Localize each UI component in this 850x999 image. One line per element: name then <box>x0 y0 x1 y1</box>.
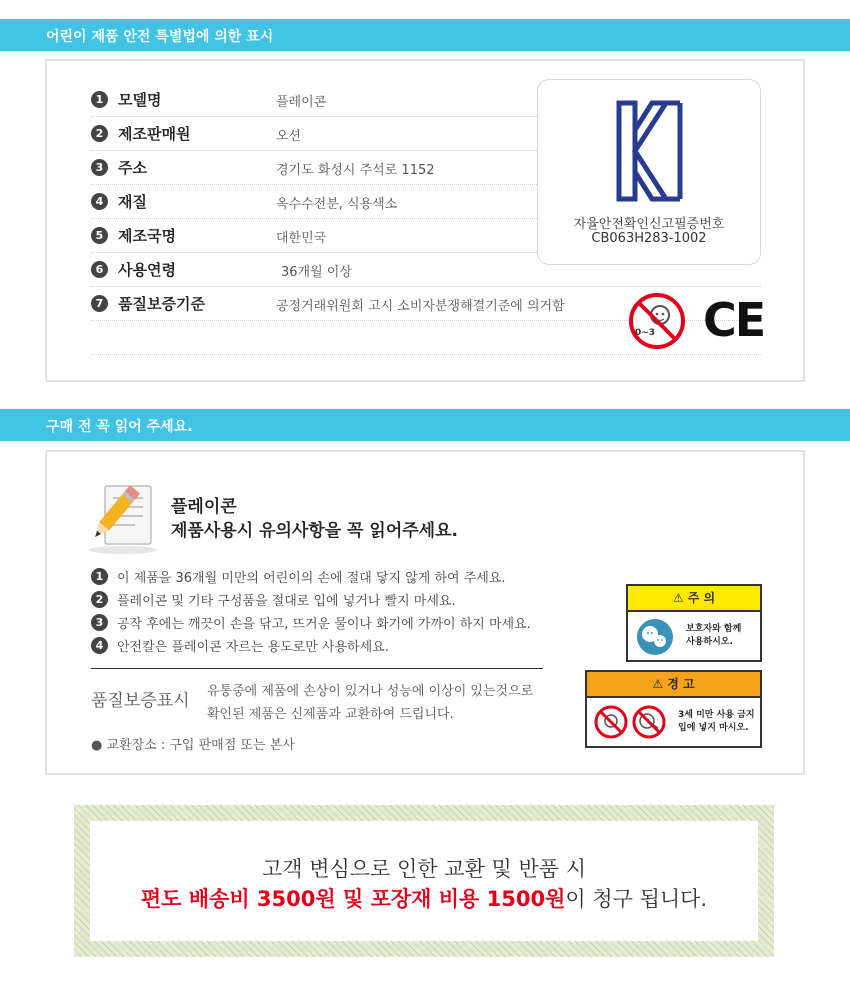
spec-value: 오션 <box>276 129 302 144</box>
no-under-3-icon <box>627 291 687 351</box>
ce-mark: CE <box>703 293 765 347</box>
caution-text-line2: 사용하시오. <box>686 637 733 647</box>
notice-brand: 플레이콘 <box>171 497 237 517</box>
spec-value: 36개월 이상 <box>281 265 352 280</box>
number-badge: 6 <box>91 261 108 278</box>
spec-label: 재질 <box>118 193 147 211</box>
divider <box>91 668 543 669</box>
notice-item-text: 공작 후에는 깨끗이 손을 닦고, 뜨거운 물이나 화기에 가까이 하지 마세요. <box>117 617 531 632</box>
kc-cert-title: 자율안전확인신고필증번호 <box>573 217 725 232</box>
no-mouth-icon <box>631 704 667 740</box>
no-under-3-icon <box>593 704 629 740</box>
warning-label <box>585 670 762 748</box>
kc-logo-icon <box>616 100 684 202</box>
number-badge: 1 <box>91 91 108 108</box>
number-badge: 3 <box>91 159 108 176</box>
spec-value: 경기도 화성시 주석로 1152 <box>276 163 435 178</box>
fee-notice-rest: 이 청구 됩니다. <box>565 887 708 911</box>
spec-label: 제조판매원 <box>118 125 191 143</box>
memo-pencil-icon <box>83 480 157 556</box>
spec-label: 주소 <box>118 159 147 177</box>
section-header-safety <box>0 19 850 51</box>
age-symbol-text: 0~3 <box>635 328 656 338</box>
quality-label: 품질보증표시 <box>91 691 190 711</box>
spec-value: 옥수수전분, 식용색소 <box>276 197 398 212</box>
kc-certification-card <box>537 79 761 265</box>
notice-item-text: 플레이콘 및 기타 구성품을 절대로 입에 넣거나 빨지 마세요. <box>117 594 456 609</box>
caution-label <box>626 584 762 662</box>
caution-title: 주 의 <box>687 591 716 605</box>
quality-text-line1: 유통중에 제품에 손상이 있거나 성능에 이상이 있는것으로 <box>207 684 534 699</box>
fee-highlight: 편도 배송비 3500원 및 포장재 비용 1500원 <box>140 887 566 911</box>
number-badge: 1 <box>91 568 108 585</box>
spec-value: 대한민국 <box>276 231 327 246</box>
notice-item-text: 안전칼은 플레이콘 자르는 용도로만 사용하세요. <box>117 640 389 655</box>
fee-notice-line2 <box>90 883 758 913</box>
caution-text-line1: 보호자와 함께 <box>686 624 742 634</box>
kc-cert-number: CB063H283-1002 <box>591 231 707 246</box>
number-badge: 7 <box>91 295 108 312</box>
number-badge: 2 <box>91 125 108 142</box>
caution-header <box>628 586 760 612</box>
number-badge: 4 <box>91 637 108 654</box>
fee-notice-frame <box>74 805 774 957</box>
warning-triangle-icon: ⚠ <box>672 591 684 605</box>
number-badge: 5 <box>91 227 108 244</box>
notice-box <box>45 450 805 775</box>
spec-label: 품질보증기준 <box>118 295 205 313</box>
section-title: 어린이 제품 안전 특별법에 의한 표시 <box>46 29 274 45</box>
section-header-notice <box>0 409 850 441</box>
quality-text-line2: 확인된 제품은 신제품과 교환하여 드립니다. <box>207 707 454 722</box>
warning-text-line1: 3세 미만 사용 금지 <box>678 710 755 720</box>
notice-subtitle: 제품사용시 유의사항을 꼭 읽어주세요. <box>171 521 458 541</box>
spec-label: 모델명 <box>118 91 162 109</box>
number-badge: 4 <box>91 193 108 210</box>
spec-value: 플레이콘 <box>276 95 327 110</box>
spec-label: 제조국명 <box>118 227 176 245</box>
exchange-location: ● 교환장소 : 구입 판매점 또는 본사 <box>91 738 295 753</box>
warning-title: 경 고 <box>667 677 695 691</box>
parent-child-icon <box>636 618 674 656</box>
spec-label: 사용연령 <box>118 261 176 279</box>
number-badge: 3 <box>91 614 108 631</box>
spec-value: 공정거래위원회 고시 소비자분쟁해결기준에 의거함 <box>276 299 565 314</box>
number-badge: 2 <box>91 591 108 608</box>
fee-notice <box>90 821 758 941</box>
fee-notice-line1: 고객 변심으로 인한 교환 및 반품 시 <box>261 857 587 881</box>
warning-triangle-icon: ⚠ <box>652 677 664 691</box>
section-title: 구매 전 꼭 읽어 주세요. <box>46 419 193 435</box>
warning-header <box>587 672 760 698</box>
warning-text-line2: 입에 넣지 마시오. <box>678 723 749 733</box>
divider <box>91 354 761 355</box>
notice-item-text: 이 제품을 36개월 미만의 어린이의 손에 절대 닿지 않게 하여 주세요. <box>117 571 506 586</box>
safety-info-box <box>45 59 805 382</box>
